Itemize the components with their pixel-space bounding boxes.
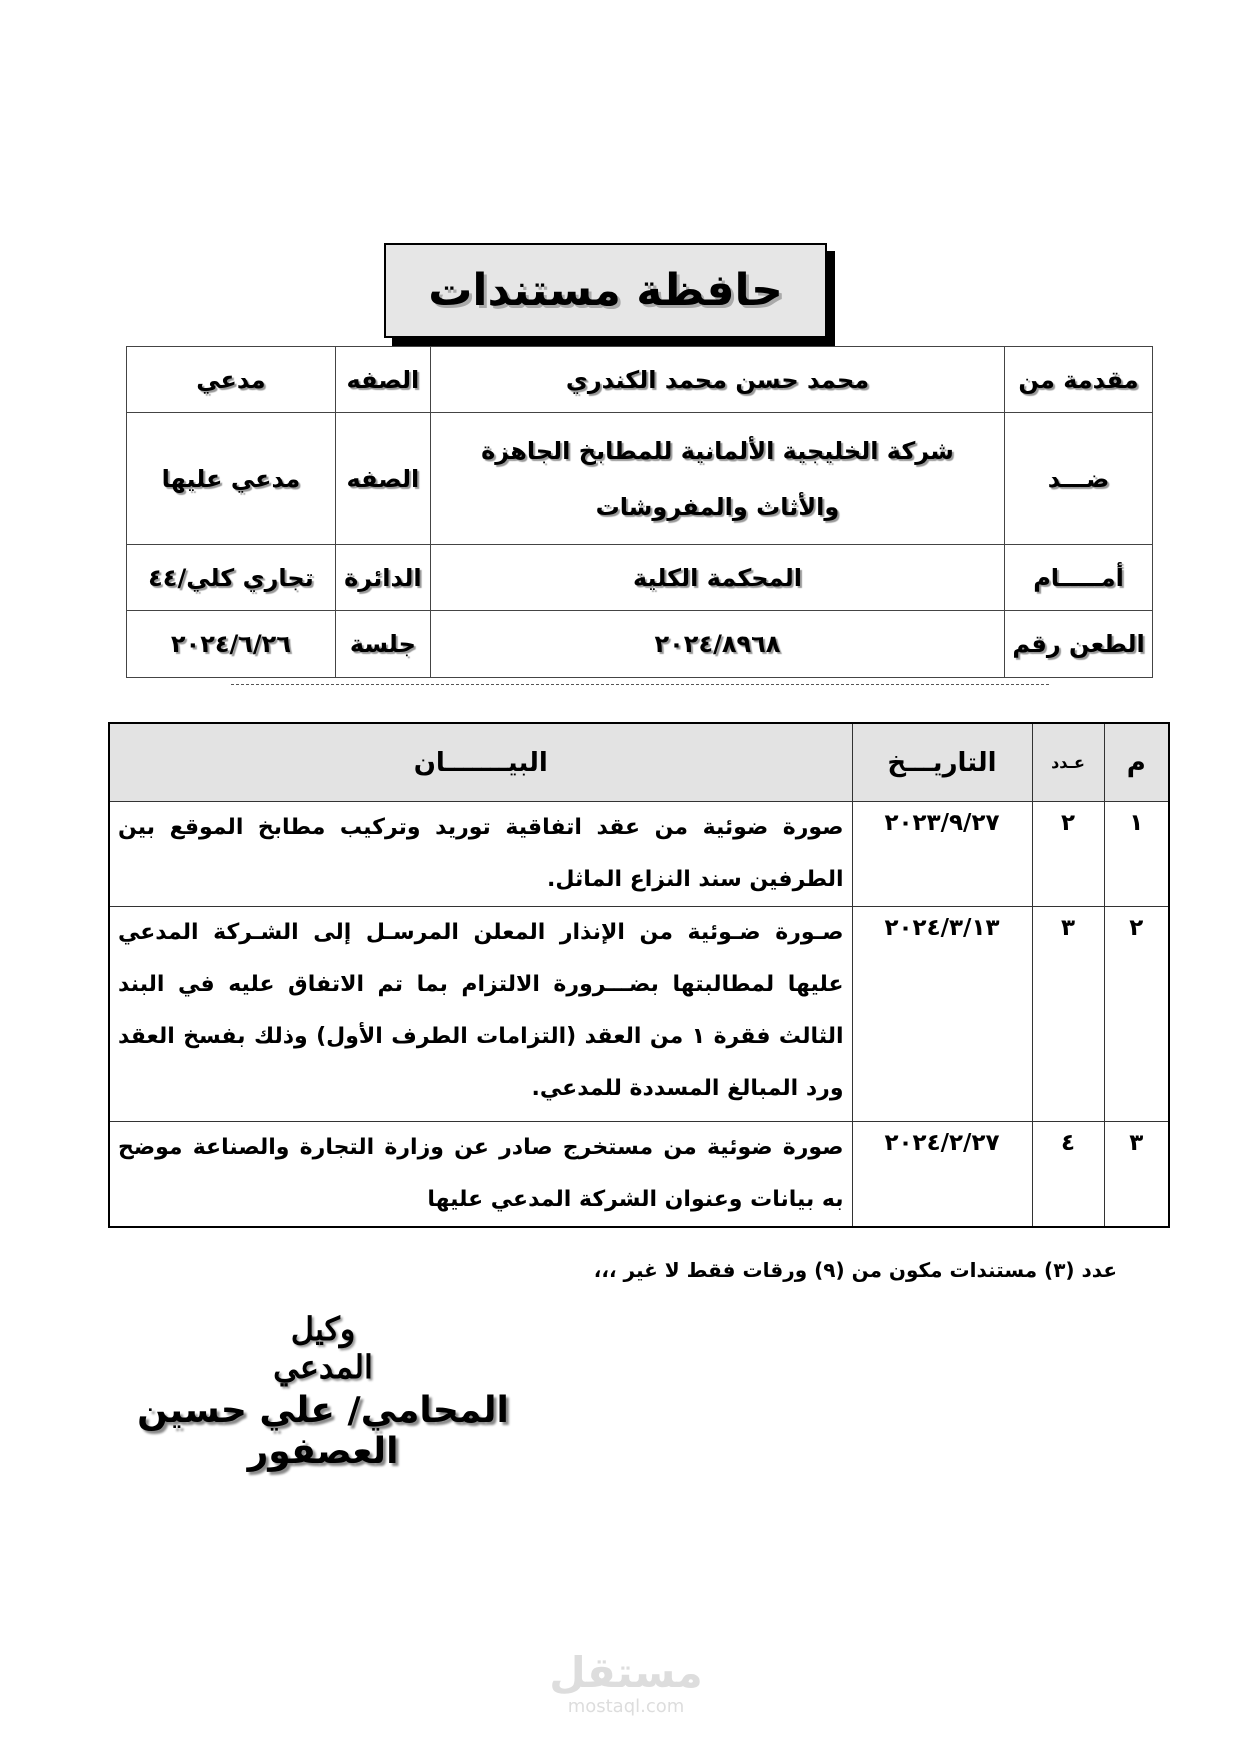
row-value: محمد حسن محمد الكندري [430, 347, 1004, 413]
row-count: ٢ [1032, 802, 1104, 907]
row-count: ٤ [1032, 1122, 1104, 1228]
documents-header-row [109, 723, 1169, 802]
signature-name: المحامي/ علي حسين العصفور [137, 1390, 509, 1472]
row-date: ٢٠٢٤/٣/١٣ [852, 907, 1032, 1122]
header-date: التاريـــخ [852, 723, 1032, 802]
row-value: شركة الخليجية الألمانية للمطابخ الجاهزة والأثاث والمفروشات [430, 413, 1004, 545]
document-title: حافظة مستندات [428, 265, 783, 316]
row-date: ٢٠٢٣/٩/٢٧ [852, 802, 1032, 907]
attr-value: مدعي عليها [127, 413, 336, 545]
attr-value: مدعي [127, 347, 336, 413]
case-info-row [127, 413, 1153, 545]
footer-note: عدد (٣) مستندات مكون من (٩) ورقات فقط لا غير ،،، [593, 1258, 1117, 1282]
documents-table [108, 722, 1170, 1228]
title-box [384, 243, 827, 338]
row-label: مقدمة من [1005, 347, 1153, 413]
table-row [109, 802, 1169, 907]
row-value: المحكمة الكلية [430, 545, 1004, 611]
attr-value: تجاري كلي/٤٤ [127, 545, 336, 611]
header-description: البيـــــــان [109, 723, 852, 802]
attr-value: ٢٠٢٤/٦/٢٦ [127, 611, 336, 678]
row-label: الطعن رقم [1005, 611, 1153, 678]
attr-label: جلسة [335, 611, 430, 678]
watermark-latin: mostaql.com [567, 1696, 685, 1717]
header-count: عـدد [1032, 723, 1104, 802]
row-description: صـورة ضـوئية من الإنذار المعلن المرسـل إلى الشـركة المدعي عليها لمطالبتها بضـــرورة الالتزام بما تم الاتفاق عليه في البند الثالث فقرة ١ من العقد (التزامات الطرف الأول) وذلك بفسخ العقد ورد المبالغ المسددة للمدعي. [109, 907, 852, 1122]
row-index: ٢ [1104, 907, 1169, 1122]
attr-label: الدائرة [335, 545, 430, 611]
case-info-row [127, 545, 1153, 611]
attr-label: الصفه [335, 347, 430, 413]
row-index: ٣ [1104, 1122, 1169, 1228]
attr-label: الصفه [335, 413, 430, 545]
watermark-arabic: مستقل [549, 1648, 703, 1697]
header-index: م [1104, 723, 1169, 802]
row-count: ٣ [1032, 907, 1104, 1122]
row-value: ٢٠٢٤/٨٩٦٨ [430, 611, 1004, 678]
table-row [109, 907, 1169, 1122]
watermark-logo [546, 1650, 706, 1717]
row-index: ١ [1104, 802, 1169, 907]
case-info-row [127, 347, 1153, 413]
signature-role: وكيل المدعي [273, 1310, 373, 1386]
row-date: ٢٠٢٤/٢/٢٧ [852, 1122, 1032, 1228]
case-info-row [127, 611, 1153, 678]
case-info-table [126, 346, 1153, 678]
row-description: صورة ضوئية من مستخرج صادر عن وزارة التجارة والصناعة موضح به بيانات وعنوان الشركة المدعي عليها [109, 1122, 852, 1228]
table-row [109, 1122, 1169, 1228]
row-label: أمـــــام [1005, 545, 1153, 611]
dashed-divider [231, 684, 1049, 685]
row-description: صورة ضوئية من عقد اتفاقية توريد وتركيب مطابخ الموقع بين الطرفين سند النزاع الماثل. [109, 802, 852, 907]
row-label: ضـــد [1005, 413, 1153, 545]
